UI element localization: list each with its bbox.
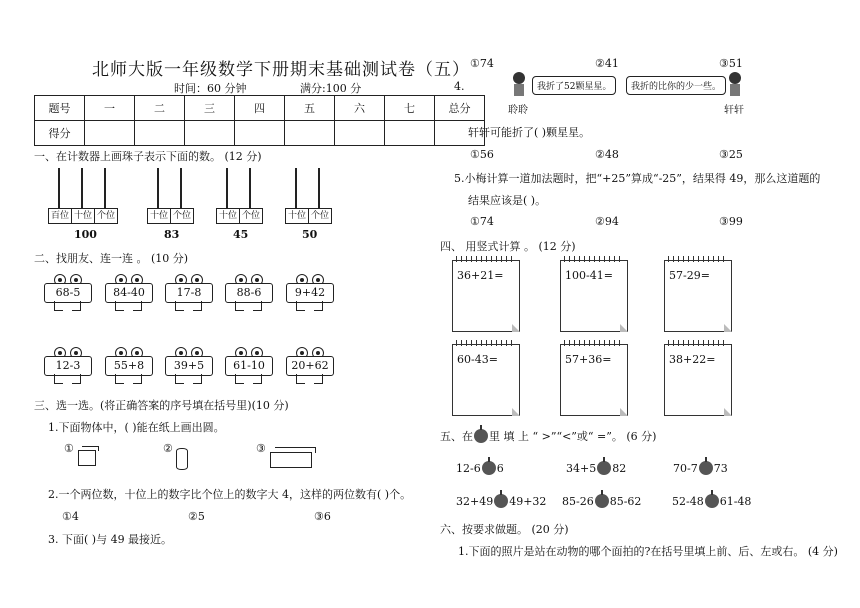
abacus-number: 83 [164, 228, 180, 241]
calc-expression: 100-41= [565, 269, 613, 282]
abacus-label: 十位 [148, 209, 171, 223]
compare-right: 73 [713, 462, 728, 475]
frog-expression: 84-40 [105, 283, 153, 303]
apple-icon[interactable] [494, 494, 508, 508]
frog-card[interactable] [44, 274, 94, 314]
section-5-heading-pre: 五、在 [440, 430, 473, 443]
compare-right: 82 [612, 462, 627, 475]
table-cell: 题号 [35, 96, 85, 121]
compare-right: 85-62 [609, 495, 642, 508]
apple-icon[interactable] [597, 461, 611, 475]
cube-icon [78, 450, 96, 466]
abacus-labels [48, 208, 118, 224]
compare-right: 61-48 [719, 495, 752, 508]
calc-expression: 60-43= [457, 353, 498, 366]
abacus-rod [180, 168, 182, 208]
abacus-label: 十位 [217, 209, 240, 223]
compare-item [562, 494, 641, 508]
cuboid-icon [270, 452, 312, 468]
frog-card[interactable] [225, 347, 275, 387]
section-3-heading: 三、选一选。(将正确答案的序号填在括号里)(10 分) [34, 399, 289, 412]
section-5-heading [440, 428, 656, 444]
abacus-labels [147, 208, 194, 224]
abacus-label: 十位 [72, 209, 95, 223]
score-input-cell[interactable] [185, 121, 235, 146]
compare-item [672, 494, 751, 508]
frog-expression: 12-3 [44, 356, 92, 376]
section-6-heading: 六、按要求做题。 (20 分) [440, 523, 569, 536]
q3-4-opt-2[interactable]: ②48 [595, 148, 619, 161]
compare-item [673, 461, 728, 475]
table-cell: 三 [185, 96, 235, 121]
boy-icon [726, 72, 744, 98]
frog-leg [133, 374, 142, 384]
compare-left: 85-26 [562, 495, 594, 508]
table-cell: 四 [235, 96, 285, 121]
q3-5-line-2: 结果应该是( )。 [468, 194, 547, 207]
abacus-rod [81, 168, 83, 208]
frog-leg [235, 374, 244, 384]
q3-1-opt-3[interactable]: ③ [256, 442, 266, 455]
abacus-rod [249, 168, 251, 208]
calc-card[interactable] [452, 260, 520, 332]
calc-card[interactable] [452, 344, 520, 416]
compare-left: 34+5 [566, 462, 597, 475]
compare-item [456, 461, 504, 475]
frog-leg [253, 301, 262, 311]
q3-4-text: 轩轩可能折了( )颗星星。 [468, 126, 591, 139]
q3-3-opt-2[interactable]: ②41 [595, 57, 619, 70]
frog-expression: 68-5 [44, 283, 92, 303]
frog-card[interactable] [286, 274, 336, 314]
q3-4-name-right: 轩轩 [724, 105, 744, 116]
compare-right: 6 [496, 462, 504, 475]
speech-bubble-left: 我折了52颗星星。 [532, 76, 616, 95]
time-info: 时间：60 分钟 [174, 82, 247, 95]
q3-4-opt-3[interactable]: ③25 [719, 148, 743, 161]
compare-item [566, 461, 626, 475]
score-table-score-row [35, 121, 485, 146]
abacus-rod [104, 168, 106, 208]
abacus-number: 45 [233, 228, 249, 241]
table-cell: 得分 [35, 121, 85, 146]
abacus-label: 个位 [96, 211, 115, 221]
cylinder-icon [176, 448, 188, 470]
section-2-heading: 二、找朋友、连一连 。 (10 分) [34, 252, 189, 265]
frog-leg [253, 374, 262, 384]
q3-5-line-1: 5.小梅计算一道加法题时，把“+25”算成“-25”，结果得 49，那么这道题的 [454, 172, 821, 185]
frog-leg [115, 301, 124, 311]
section-5-heading-post: 里 填 上 “ >”“<”或“ =”。 (6 分) [489, 430, 657, 443]
frog-card[interactable] [286, 347, 336, 387]
compare-left: 52-48 [672, 495, 704, 508]
section-1-heading: 一、在计数器上画珠子表示下面的数。 (12 分) [34, 150, 262, 163]
frog-leg [296, 301, 305, 311]
q3-2-opt-1[interactable]: ①4 [62, 510, 79, 523]
score-input-cell[interactable] [335, 121, 385, 146]
page-title: 北师大版一年级数学下册期末基础测试卷（五） [92, 60, 470, 80]
speech-bubble-right: 我折的比你的少一些。 [626, 76, 726, 95]
q3-1-text: 1.下面物体中，( )能在纸上画出圆。 [48, 421, 225, 434]
frog-leg [115, 374, 124, 384]
frog-leg [54, 374, 63, 384]
q3-5-opt-3[interactable]: ③99 [719, 215, 743, 228]
frog-card[interactable] [165, 347, 215, 387]
frog-leg [54, 301, 63, 311]
frog-leg [72, 374, 81, 384]
abacus-label: 个位 [310, 211, 329, 221]
abacus-rod [226, 168, 228, 208]
q3-1-opt-2[interactable]: ② [163, 442, 173, 455]
frog-leg [193, 374, 202, 384]
calc-card[interactable] [560, 260, 628, 332]
table-cell: 六 [335, 96, 385, 121]
compare-left: 32+49 [456, 495, 494, 508]
apple-icon [474, 429, 488, 443]
q3-3-opt-3[interactable]: ③51 [719, 57, 743, 70]
calc-expression: 38+22= [669, 353, 716, 366]
abacus-labels [285, 208, 332, 224]
frog-expression: 39+5 [165, 356, 213, 376]
frog-leg [314, 301, 323, 311]
compare-left: 12-6 [456, 462, 481, 475]
abacus-number: 50 [302, 228, 318, 241]
frog-card[interactable] [105, 274, 155, 314]
q3-2-opt-2[interactable]: ②5 [188, 510, 205, 523]
score-input-cell[interactable] [385, 121, 435, 146]
q6-1-text: 1.下面的照片是站在动物的哪个面拍的?在括号里填上前、后、左或右。 (4 分) [458, 545, 838, 558]
frog-leg [193, 301, 202, 311]
frog-leg [175, 374, 184, 384]
frog-leg [133, 301, 142, 311]
q3-5-opt-1[interactable]: ①74 [470, 215, 494, 228]
q3-5-opt-2[interactable]: ②94 [595, 215, 619, 228]
abacus-label: 个位 [172, 211, 191, 221]
calc-expression: 36+21= [457, 269, 504, 282]
frog-card[interactable] [105, 347, 155, 387]
frog-card[interactable] [225, 274, 275, 314]
abacus-number: 100 [74, 228, 97, 241]
frog-expression: 20+62 [286, 356, 334, 376]
table-cell: 总分 [435, 96, 485, 121]
q3-2-text: 2.一个两位数，十位上的数字比个位上的数字大 4，这样的两位数有( )个。 [48, 488, 412, 501]
compare-right: 49+32 [509, 495, 547, 508]
frog-leg [175, 301, 184, 311]
frog-leg [72, 301, 81, 311]
girl-icon [510, 72, 528, 98]
apple-icon[interactable] [705, 494, 719, 508]
abacus-label: 个位 [241, 211, 260, 221]
q3-2-opt-3[interactable]: ③6 [314, 510, 331, 523]
abacus-label: 百位 [49, 209, 72, 223]
frog-leg [314, 374, 323, 384]
q3-3-text: 3. 下面( )与 49 最接近。 [48, 533, 173, 546]
frog-leg [235, 301, 244, 311]
q3-4-opt-1[interactable]: ①56 [470, 148, 494, 161]
frog-expression: 55+8 [105, 356, 153, 376]
abacus-rod [318, 168, 320, 208]
frog-expression: 9+42 [286, 283, 334, 303]
compare-left: 70-7 [673, 462, 698, 475]
abacus-labels [216, 208, 263, 224]
frog-expression: 17-8 [165, 283, 213, 303]
score-input-cell[interactable] [135, 121, 185, 146]
abacus-rod [295, 168, 297, 208]
section-4-heading: 四、 用竖式计算 。 (12 分) [440, 240, 576, 253]
full-score-info: 满分:100 分 [300, 82, 362, 95]
score-table [34, 95, 485, 146]
frog-expression: 61-10 [225, 356, 273, 376]
frog-expression: 88-6 [225, 283, 273, 303]
calc-expression: 57+36= [565, 353, 612, 366]
frog-leg [296, 374, 305, 384]
table-cell: 七 [385, 96, 435, 121]
q3-4-name-left: 聆聆 [508, 105, 528, 116]
table-cell: 二 [135, 96, 185, 121]
apple-icon[interactable] [595, 494, 609, 508]
frog-card[interactable] [44, 347, 94, 387]
score-input-cell[interactable] [285, 121, 335, 146]
abacus-rod [58, 168, 60, 208]
q3-3-opt-1[interactable]: ①74 [470, 57, 494, 70]
q3-4-number: 4. [454, 80, 465, 93]
calc-expression: 57-29= [669, 269, 710, 282]
frog-card[interactable] [165, 274, 215, 314]
table-cell: 五 [285, 96, 335, 121]
apple-icon[interactable] [699, 461, 713, 475]
q3-1-opt-1[interactable]: ① [64, 442, 74, 455]
calc-card[interactable] [560, 344, 628, 416]
calc-card[interactable] [664, 344, 732, 416]
score-input-cell[interactable] [235, 121, 285, 146]
abacus-label: 十位 [286, 209, 309, 223]
calc-card[interactable] [664, 260, 732, 332]
table-cell: 一 [85, 96, 135, 121]
score-input-cell[interactable] [85, 121, 135, 146]
score-table-header-row [35, 96, 485, 121]
abacus-rod [157, 168, 159, 208]
compare-item [456, 494, 546, 508]
apple-icon[interactable] [482, 461, 496, 475]
